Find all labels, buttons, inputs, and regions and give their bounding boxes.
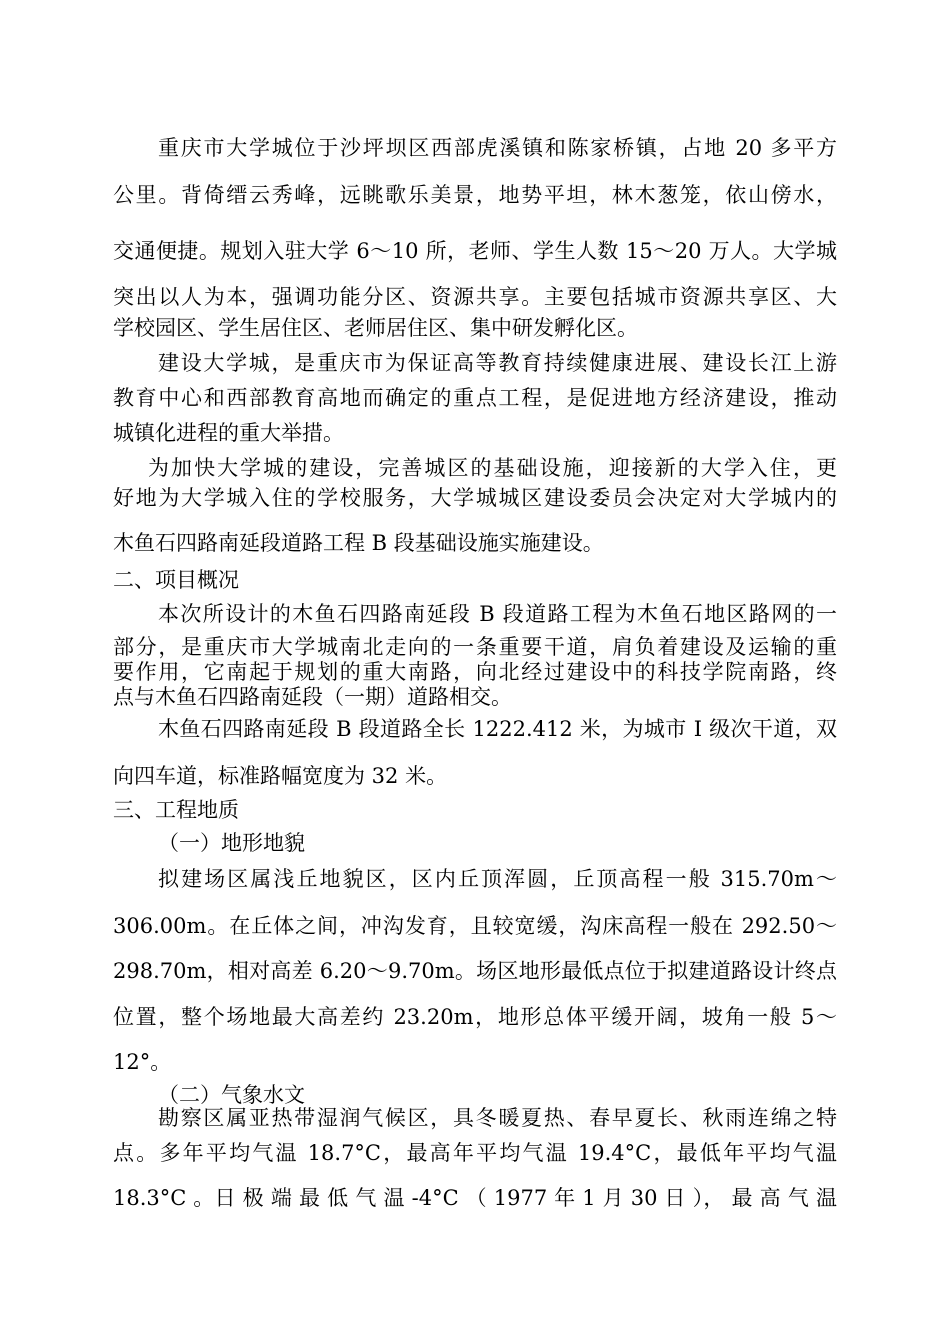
paragraph-line: 城镇化进程的重大举措。 <box>113 421 344 445</box>
paragraph-line: 298.70m，相对高差 6.20～9.70m。场区地形最低点位于拟建道路设计终点 <box>113 959 837 983</box>
paragraph-line: 好地为大学城入住的学校服务，大学城城区建设委员会决定对大学城内的 <box>113 486 837 510</box>
paragraph-line: 学校园区、学生居住区、老师居住区、集中研发孵化区。 <box>113 316 638 340</box>
section-heading: 三、工程地质 <box>113 798 239 822</box>
subsection-heading: （二）气象水文 <box>158 1083 305 1107</box>
paragraph-line: 交通便捷。规划入驻大学 6～10 所，老师、学生人数 15～20 万人。大学城 <box>113 239 837 263</box>
paragraph-line: 勘察区属亚热带湿润气候区，具冬暖夏热、春早夏长、秋雨连绵之特 <box>158 1106 837 1130</box>
paragraph-line: 本次所设计的木鱼石四路南延段 B 段道路工程为木鱼石地区路网的一 <box>158 602 837 626</box>
paragraph-line: 木鱼石四路南延段道路工程 B 段基础设施实施建设。 <box>113 531 604 555</box>
paragraph-line: 突出以人为本，强调功能分区、资源共享。主要包括城市资源共享区、大 <box>113 285 837 309</box>
paragraph-line: 要作用，它南起于规划的重大南路，向北经过建设中的科技学院南路，终 <box>113 660 837 684</box>
subsection-heading: （一）地形地貌 <box>158 831 305 855</box>
paragraph-line: 306.00m。在丘体之间，冲沟发育，且较宽缓，沟床高程一般在 292.50～ <box>113 914 837 938</box>
paragraph-line: 建设大学城，是重庆市为保证高等教育持续健康进展、建设长江上游 <box>158 351 837 375</box>
paragraph-line: 教育中心和西部教育高地而确定的重点工程，是促进地方经济建设，推动 <box>113 386 837 410</box>
paragraph-line: 向四车道，标准路幅宽度为 32 米。 <box>113 764 448 788</box>
paragraph-line: 拟建场区属浅丘地貌区，区内丘顶浑圆，丘顶高程一般 315.70m～ <box>158 867 837 891</box>
paragraph-line: 位置，整个场地最大高差约 23.20m，地形总体平缓开阔，坡角一般 5～ <box>113 1005 837 1029</box>
paragraph-line: 部分，是重庆市大学城南北走向的一条重要干道，肩负着建设及运输的重 <box>113 635 837 659</box>
paragraph-line: 木鱼石四路南延段 B 段道路全长 1222.412 米，为城市 I 级次干道，双 <box>158 717 837 741</box>
paragraph-line: 点与木鱼石四路南延段（一期）道路相交。 <box>113 685 512 709</box>
section-heading: 二、项目概况 <box>113 568 239 592</box>
paragraph-line: 为加快大学城的建设，完善城区的基础设施，迎接新的大学入住，更 <box>148 456 837 480</box>
paragraph-line: 18.3°C 。日 极 端 最 低 气 温 -4°C （ 1977 年 1 月 30 日 ）， 最 高 气 温 <box>113 1186 837 1210</box>
paragraph-line: 公里。背倚缙云秀峰，远眺歌乐美景，地势平坦，林木葱笼，依山傍水， <box>113 183 837 207</box>
paragraph-line: 点。多年平均气温 18.7°C，最高年平均气温 19.4°C，最低年平均气温 <box>113 1141 837 1165</box>
paragraph-line: 12°。 <box>113 1050 172 1074</box>
paragraph-line: 重庆市大学城位于沙坪坝区西部虎溪镇和陈家桥镇，占地 20 多平方 <box>158 136 837 160</box>
